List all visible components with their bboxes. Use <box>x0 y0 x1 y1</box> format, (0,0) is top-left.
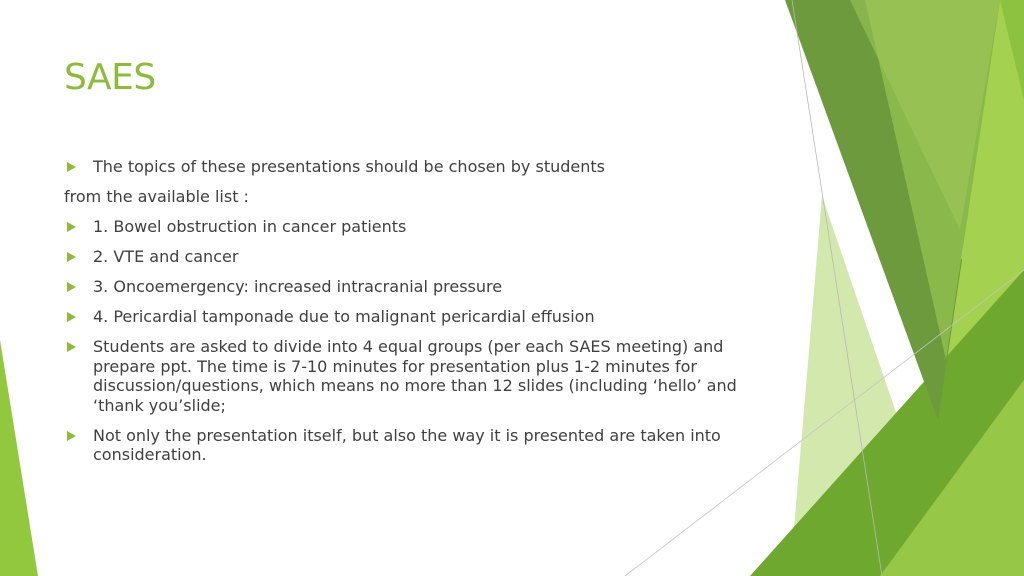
list-item-text: 3. Oncoemergency: increased intracranial pressure <box>93 277 503 296</box>
list-item-text: 4. Pericardial tamponade due to malignant pericardial effusion <box>93 307 595 326</box>
list-item <box>64 426 764 465</box>
bullet-list <box>64 157 764 475</box>
triangle-bullet-icon <box>67 342 76 352</box>
list-item-text: from the available list : <box>64 187 249 206</box>
left-facet <box>0 340 38 576</box>
list-item-text: Students are asked to divide into 4 equal groups (per each SAES meeting) and prepare ppt. The time is 7-10 minutes for presentation plus 1-2 minutes for discussion/questions, which means no more than 12 slides (including ‘hello’ and ‘thank you’slide; <box>93 337 737 415</box>
list-item <box>64 157 764 177</box>
list-item-text: 1. Bowel obstruction in cancer patients <box>93 217 407 236</box>
triangle-bullet-icon <box>67 162 76 172</box>
triangle-bullet-icon <box>67 312 76 322</box>
list-item <box>64 337 764 415</box>
list-item-text: The topics of these presentations should be chosen by students <box>93 157 605 176</box>
list-item-text: 2. VTE and cancer <box>93 247 239 266</box>
list-item <box>64 187 764 207</box>
triangle-bullet-icon <box>67 431 76 441</box>
list-item <box>64 217 764 237</box>
slide-title: SAES <box>64 57 156 98</box>
triangle-bullet-icon <box>67 252 76 262</box>
list-item <box>64 307 764 327</box>
list-item <box>64 247 764 267</box>
list-item <box>64 277 764 297</box>
triangle-bullet-icon <box>67 222 76 232</box>
list-item-text: Not only the presentation itself, but also the way it is presented are taken into consideration. <box>93 425 721 464</box>
triangle-bullet-icon <box>67 282 76 292</box>
